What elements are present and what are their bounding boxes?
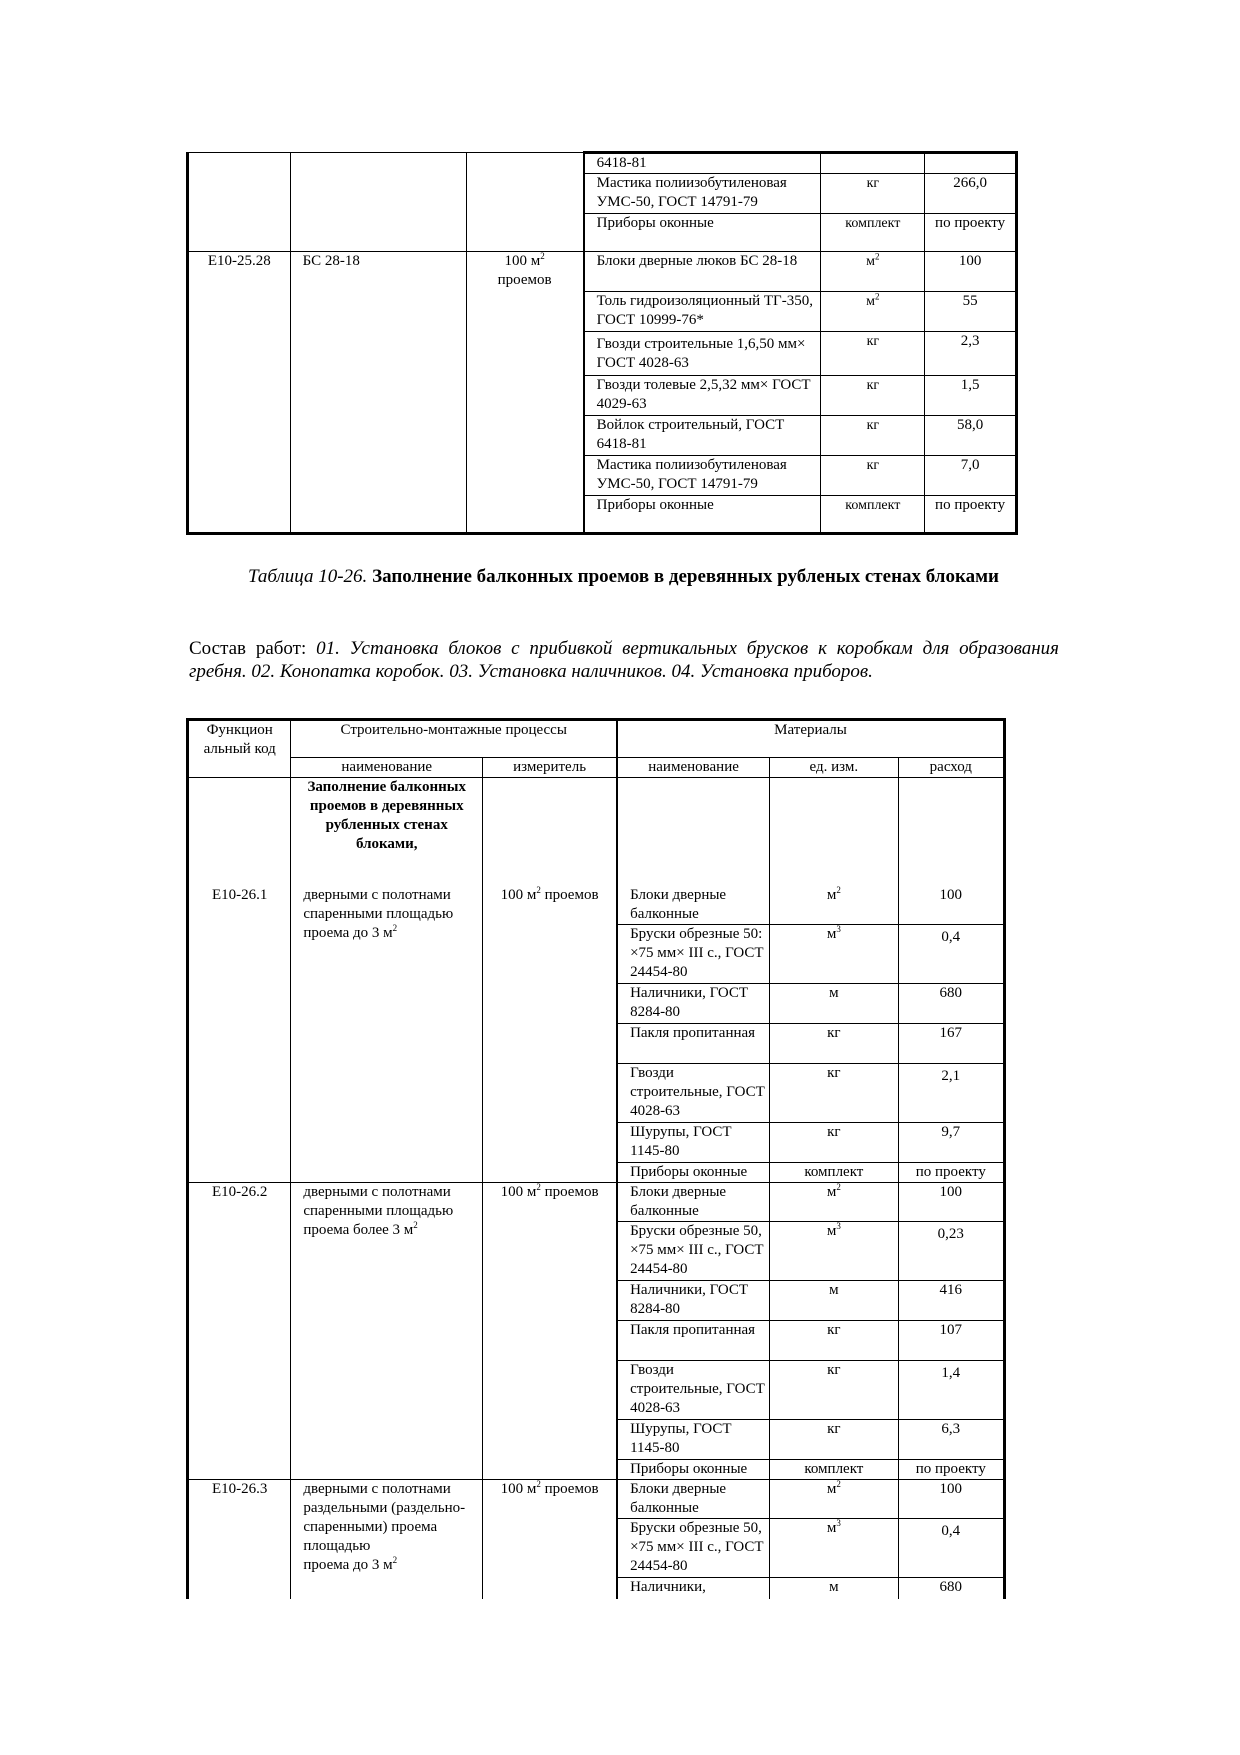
material-rate: 100 [898,884,1004,925]
unit-text: м [826,886,837,903]
material-rate: 9,7 [898,1122,1004,1162]
material-unit [770,1122,898,1162]
material-unit [770,1459,898,1479]
material-name: 6418-81 [584,153,821,174]
desc-text: дверными с полотнами спаренными площадью проема более 3 м [303,1183,454,1238]
unit-text: м [826,1222,837,1239]
unit-text: комплект [804,1163,864,1180]
unit-text: м [829,984,839,1001]
unit-sup: 2 [875,251,880,262]
empty-cell [770,778,898,884]
material-rate: 2,1 [898,1063,1004,1122]
function-code: Е10-26.3 [188,1479,291,1599]
material-rate: по проекту [898,1162,1004,1182]
unit-sup: 3 [836,923,841,934]
material-name: Гвозди строительные 1,6,50 мм× ГОСТ 4028-63 [584,332,821,376]
material-rate: 416 [898,1280,1004,1320]
work-composition [189,637,1059,683]
material-name: Бруски обрезные 50: ×75 мм× III с., ГОСТ 24454-80 [617,924,770,983]
unit-text: м [829,1281,839,1298]
material-rate: 55 [925,292,1017,332]
material-unit [770,1577,898,1599]
material-name: Наличники, ГОСТ 8284-80 [617,983,770,1023]
unit-text: м [866,254,876,269]
process-name: БС 28-18 [290,252,466,534]
unit-sup: 3 [836,1517,841,1528]
material-name: Войлок строительный, ГОСТ 6418-81 [584,416,821,456]
unit-sup: 2 [836,884,841,895]
unit-text: м [826,1183,837,1200]
material-name: Шурупы, ГОСТ 1145-80 [617,1419,770,1459]
meter-text: 100 м [500,1183,537,1200]
material-unit [821,456,925,496]
material-unit [770,983,898,1023]
desc-text-2: проема до 3 м [303,1556,393,1573]
unit-text: кг [866,378,880,393]
material-unit [770,1280,898,1320]
function-code: Е10-26.2 [188,1182,291,1479]
caption-title: Заполнение балконных проемов в деревянных рубленых стенах блоками [372,566,1000,587]
header-materials: Материалы [617,720,1004,758]
material-name: Гвозди строительные, ГОСТ 4028-63 [617,1360,770,1419]
unit-text: кг [866,418,880,433]
unit-sup: 2 [836,1478,841,1489]
material-name: Наличники, [617,1577,770,1599]
material-unit [821,292,925,332]
empty-cell [898,778,1004,884]
unit-text: кг [827,1024,841,1041]
material-unit [821,416,925,456]
process-meter [483,1182,617,1479]
material-unit [821,496,925,534]
material-name: Приборы оконные [584,214,821,252]
material-rate: 167 [898,1023,1004,1063]
material-rate: 1,5 [925,376,1017,416]
material-unit [770,1162,898,1182]
material-rate: 680 [898,1577,1004,1599]
material-name: Блоки дверные балконные [617,1479,770,1518]
top-table [186,151,1018,535]
composition-label: Состав работ: [189,638,307,659]
material-rate: по проекту [925,496,1017,534]
material-name: Блоки дверные люков БС 28-18 [584,252,821,292]
material-unit [821,376,925,416]
meter-text-b: проемов [544,1183,599,1200]
meter-sup: 2 [536,1181,541,1192]
material-rate: 1,4 [898,1360,1004,1419]
unit-sup: 2 [875,291,880,302]
unit-text: кг [827,1123,841,1140]
material-rate: 2,3 [925,332,1017,376]
header-proc-meter: измеритель [483,758,617,778]
unit-text: комплект [845,498,901,513]
material-unit [770,1063,898,1122]
header-mat-name: наименование [617,758,770,778]
material-rate: 107 [898,1320,1004,1360]
desc-sup: 2 [392,1554,398,1565]
process-desc [291,1182,483,1479]
unit-text: м [826,1519,837,1536]
process-desc [291,1479,483,1599]
material-name: Приборы оконные [584,496,821,534]
material-unit [821,153,925,174]
unit-text: м [866,294,876,309]
header-mat-rate: расход [898,758,1004,778]
empty-cell [483,778,617,884]
material-rate: 0,4 [898,924,1004,983]
header-function-code: Функцион альный код [188,720,291,778]
meter-text: 100 м [504,253,541,269]
meter-sup: 2 [540,251,545,261]
material-unit [821,332,925,376]
caption-prefix: Таблица 10-26. [248,566,368,587]
meter-text-b: проемов [497,272,552,288]
material-rate: 100 [898,1479,1004,1518]
process-meter [483,884,617,1183]
material-unit: комплект [821,214,925,252]
material-name: Блоки дверные балконные [617,1182,770,1221]
meter-sup: 2 [536,884,541,895]
material-rate: 0,4 [898,1518,1004,1577]
function-code: Е10-25.28 [188,252,291,534]
empty-process-cell [290,153,466,252]
material-rate: 100 [898,1182,1004,1221]
material-name: Мастика полиизобутиленовая УМС-50, ГОСТ 14791-79 [584,174,821,214]
unit-text: м [829,1578,839,1595]
desc-sup: 2 [413,1219,418,1230]
unit-sup: 3 [836,1220,841,1231]
main-table [186,718,1006,1599]
desc-text: дверными с полотнами раздельными (раздельно-спаренными) проема площадью [303,1480,466,1554]
unit-text: м [826,925,837,942]
material-rate: 266,0 [925,174,1017,214]
material-name: Приборы оконные [617,1459,770,1479]
material-unit [770,1320,898,1360]
process-meter [483,1479,617,1599]
material-rate [925,153,1017,174]
material-rate: 100 [925,252,1017,292]
meter-text: 100 м [500,1480,537,1497]
material-unit [821,252,925,292]
meter-text-b: проемов [544,886,599,903]
unit-text: м [826,1480,837,1497]
material-name: Блоки дверные балконные [617,884,770,925]
material-unit [770,884,898,925]
unit-text: кг [827,1064,841,1081]
material-unit [770,1182,898,1221]
material-rate: 7,0 [925,456,1017,496]
material-unit [770,924,898,983]
desc-text: дверными с полотнами спаренными площадью проема до 3 м [303,886,454,941]
material-name: Гвозди строительные, ГОСТ 4028-63 [617,1063,770,1122]
header-proc-name: наименование [291,758,483,778]
material-unit [770,1479,898,1518]
section-title: Заполнение балконных проемов в деревянных рубленных стенах блоками, [291,778,483,884]
empty-cell [188,778,291,884]
process-meter [466,252,584,534]
material-unit [770,1221,898,1280]
process-desc [291,884,483,1183]
empty-cell [617,778,770,884]
meter-sup: 2 [536,1478,541,1489]
material-unit [770,1518,898,1577]
material-rate: по проекту [925,214,1017,252]
unit-text: кг [827,1321,841,1338]
material-rate: по проекту [898,1459,1004,1479]
material-name: Приборы оконные [617,1162,770,1182]
material-rate: 680 [898,983,1004,1023]
header-mat-unit: ед. изм. [770,758,898,778]
material-rate: 6,3 [898,1419,1004,1459]
empty-code-cell [188,153,291,252]
unit-text: комплект [804,1460,864,1477]
material-name: Пакля пропитанная [617,1023,770,1063]
meter-text: 100 м [500,886,537,903]
material-unit: кг [821,174,925,214]
function-code: Е10-26.1 [188,884,291,1183]
unit-text: кг [827,1420,841,1437]
material-unit [770,1360,898,1419]
composition-text: 01. Установка блоков с прибивкой вертикальных брусков к коробкам для образования гребня. 02. Конопатка коробок. 03. Установка наличников. 04. Установка приборов. [189,638,1059,682]
material-name: Пакля пропитанная [617,1320,770,1360]
desc-sup: 2 [392,922,398,933]
material-name: Мастика полиизобутиленовая УМС-50, ГОСТ 14791-79 [584,456,821,496]
material-rate: 58,0 [925,416,1017,456]
header-processes: Строительно-монтажные процессы [291,720,617,758]
meter-text-b: проемов [544,1480,599,1497]
material-name: Гвозди толевые 2,5,32 мм× ГОСТ 4029-63 [584,376,821,416]
unit-text: кг [866,334,880,349]
material-name: Шурупы, ГОСТ 1145-80 [617,1122,770,1162]
unit-text: кг [866,458,880,473]
material-name: Наличники, ГОСТ 8284-80 [617,1280,770,1320]
material-unit [770,1419,898,1459]
empty-meter-cell [466,153,584,252]
unit-text: кг [827,1361,841,1378]
table-caption [248,565,1018,589]
material-unit [770,1023,898,1063]
unit-sup: 2 [836,1181,841,1192]
material-rate: 0,23 [898,1221,1004,1280]
material-name: Толь гидроизоляционный ТГ-350, ГОСТ 10999-76* [584,292,821,332]
material-name: Бруски обрезные 50, ×75 мм× III с., ГОСТ 24454-80 [617,1518,770,1577]
material-name: Бруски обрезные 50, ×75 мм× III с., ГОСТ 24454-80 [617,1221,770,1280]
